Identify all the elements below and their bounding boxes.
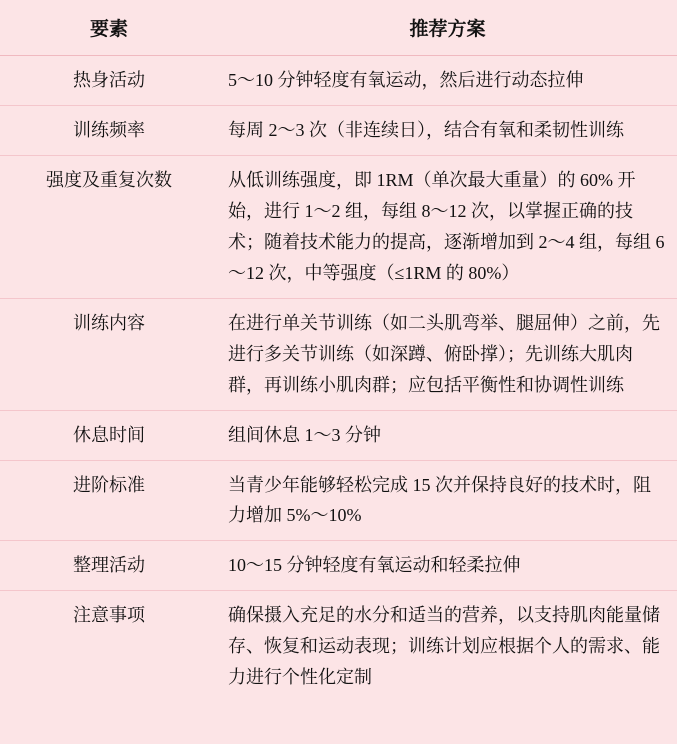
- cell-element: 强度及重复次数: [0, 155, 218, 298]
- cell-element: 训练内容: [0, 298, 218, 410]
- cell-plan: 10～15 分钟轻度有氧运动和轻柔拉伸: [218, 541, 677, 591]
- table-row: [0, 591, 677, 702]
- table-row: [0, 155, 677, 298]
- table-row: [0, 460, 677, 541]
- table-row: [0, 105, 677, 155]
- cell-plan: 当青少年能够轻松完成 15 次并保持良好的技术时，阻力增加 5%～10%: [218, 460, 677, 541]
- column-header-plan: 推荐方案: [218, 0, 677, 56]
- table-row: [0, 56, 677, 106]
- cell-element: 注意事项: [73, 605, 145, 626]
- table-row: [0, 298, 677, 410]
- cell-plan: 在进行单关节训练（如二头肌弯举、腿屈伸）之前，先进行多关节训练（如深蹲、俯卧撑）；先训练大肌肉群，再训练小肌肉群；应包括平衡性和协调性训练: [218, 298, 677, 410]
- table-row: [0, 541, 677, 591]
- cell-plan: 每周 2～3 次（非连续日），结合有氧和柔韧性训练: [218, 105, 677, 155]
- cell-element: 进阶标准: [0, 460, 218, 541]
- cell-plan: 组间休息 1～3 分钟: [218, 410, 677, 460]
- cell-plan: 从低训练强度，即 1RM（单次最大重量）的 60% 开始，进行 1～2 组，每组 8～12 次，以掌握正确的技术；随着技术能力的提高，逐渐增加到 2～4 组，每组 6～12 次，中等强度（≤1RM 的 80%）: [218, 155, 677, 298]
- cell-plan: 确保摄入充足的水分和适当的营养，以支持肌肉能量储存、恢复和运动表现；训练计划应根据个人的需求、能力进行个性化定制: [228, 605, 660, 688]
- cell-element: 热身活动: [0, 56, 218, 106]
- table-header-row: [0, 0, 677, 56]
- cell-element: 休息时间: [0, 410, 218, 460]
- column-header-element: 要素: [0, 0, 218, 56]
- table-row: [0, 410, 677, 460]
- cell-plan: 5～10 分钟轻度有氧运动，然后进行动态拉伸: [218, 56, 677, 106]
- cell-element: 训练频率: [0, 105, 218, 155]
- cell-element: 整理活动: [0, 541, 218, 591]
